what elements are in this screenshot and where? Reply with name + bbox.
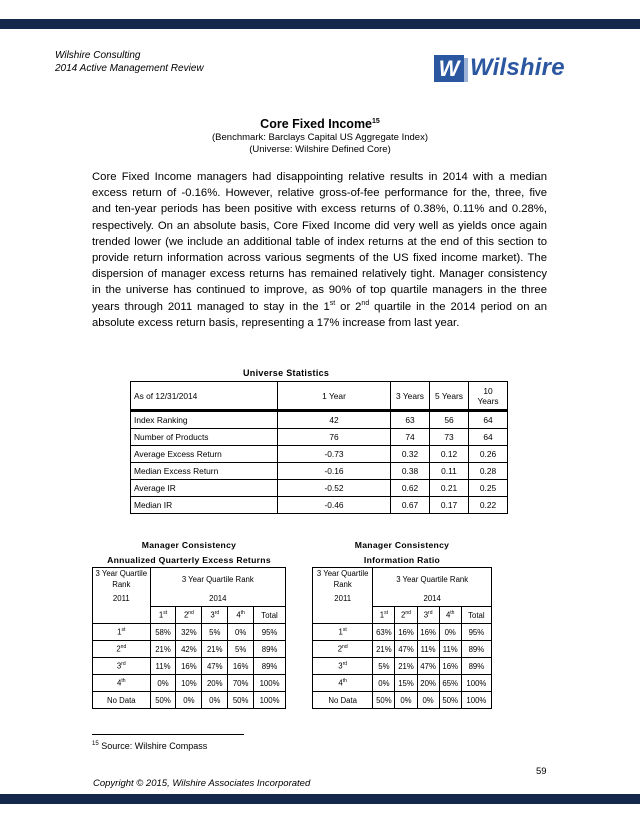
body-paragraph [92,169,547,331]
table-cell: 47% [395,641,417,658]
group-year: 2014 [373,590,492,607]
table-cell: 65% [439,675,461,692]
header-cell: 1 Year [278,382,391,411]
corner-label: 3 Year Quartile Rank [93,568,151,591]
table-cell: 47% [417,658,439,675]
table-row [131,480,508,497]
table-cell: 63% [373,624,395,641]
table-cell: 21% [150,641,176,658]
table-cell: 0.62 [391,480,430,497]
table-cell: 0.32 [391,446,430,463]
table-cell: 16% [439,658,461,675]
section-title [0,117,640,131]
table-cell: 0% [202,692,228,709]
table-cell: 100% [254,675,286,692]
table-cell: 10% [176,675,202,692]
table-cell: 0.28 [469,463,508,480]
table-cell: 20% [417,675,439,692]
table-cell: 0.26 [469,446,508,463]
row-label: 1st [93,624,151,641]
ir-title-line-1: Manager Consistency [354,540,450,550]
table-cell: 0.12 [430,446,469,463]
table-cell: 21% [373,641,395,658]
table-cell: 0% [417,692,439,709]
row-label: 4th [313,675,373,692]
ir-consistency-title [312,538,492,568]
column-header: 1st [150,607,176,624]
title-footnote-ref: 15 [372,117,380,125]
body-part-2: or 2 [335,300,362,313]
header-cell: 10 Years [469,382,508,411]
table-cell: 0.25 [469,480,508,497]
column-header: 4th [439,607,461,624]
table-cell: 95% [254,624,286,641]
body-part-3: quartile in the 2014 period on an absolute excess return basis, representing a 17% increase from last year. [92,300,547,329]
page-number: 59 [536,766,547,777]
table-cell: 76 [278,429,391,446]
table-cell: 70% [228,675,254,692]
row-label: Index Ranking [131,411,278,429]
table-cell: 11% [439,641,461,658]
table-cell: 0.21 [430,480,469,497]
table-cell: 16% [176,658,202,675]
footnote-ref: 15 [92,741,99,747]
row-label: No Data [93,692,151,709]
top-bar [0,19,640,29]
table-cell: 50% [150,692,176,709]
group-year: 2014 [150,590,285,607]
table-cell: 89% [461,658,491,675]
table-cell: 0.22 [469,497,508,514]
column-header: 3rd [417,607,439,624]
row-label: 3rd [93,658,151,675]
table-cell: 5% [228,641,254,658]
table-cell: 11% [150,658,176,675]
header-cell: As of 12/31/2014 [131,382,278,411]
table-cell: -0.46 [278,497,391,514]
column-header: 1st [373,607,395,624]
logo-mark: W [434,55,464,82]
table-row [131,429,508,446]
table-cell: 89% [254,658,286,675]
table-row [313,675,492,692]
body-part-1: Core Fixed Income managers had disappointing relative results in 2014 with a median excess return of -0.16%. However, relative gross-of-fee performance for the, three, five and ten-year periods has been positive with excess returns of 0.38%, 0.11% and 0.28%, respectively. On an absolute basis, Core Fixed Income did very well as yields once again trended lower (we include an additional table of index returns at the end of this section to provide return information across various segments of the US fixed income market). The dispersion of manager excess returns has remained relatively tight. Manager consistency in the universe has continued to improve, as 90% of top quartile managers in the three years through 2011 managed to stay in the 1 [92,171,547,313]
returns-consistency-title [92,538,286,568]
table-row [93,658,286,675]
column-header: 2nd [176,607,202,624]
column-header: 3rd [202,607,228,624]
table-cell: 32% [176,624,202,641]
table-cell: 5% [373,658,395,675]
table-cell: -0.16 [278,463,391,480]
table-cell: 50% [439,692,461,709]
row-label: Average IR [131,480,278,497]
header-left [55,49,204,75]
table-cell: 74 [391,429,430,446]
table-cell: 16% [417,624,439,641]
corner-year: 2011 [93,590,151,607]
table-row [313,624,492,641]
table-cell: 21% [202,641,228,658]
table-cell: 42% [176,641,202,658]
table-cell: 64 [469,429,508,446]
table-row [93,641,286,658]
column-header-row [93,607,286,624]
year-row [313,590,492,607]
universe-stats-title: Universe Statistics [243,368,330,378]
table-cell: 16% [228,658,254,675]
table-row [131,463,508,480]
row-label: 1st [313,624,373,641]
column-header-total: Total [254,607,286,624]
returns-consistency-table [92,567,286,709]
wilshire-logo [434,54,565,83]
table-row [313,641,492,658]
row-label: No Data [313,692,373,709]
table-cell: 16% [395,624,417,641]
column-header-total: Total [461,607,491,624]
universe-subtitle: (Universe: Wilshire Defined Core) [249,144,391,155]
table-cell: -0.52 [278,480,391,497]
blank-cell [93,607,151,624]
footnote-text: Source: Wilshire Compass [98,741,208,751]
table-cell: 100% [461,675,491,692]
table-cell: 0.38 [391,463,430,480]
table-row [313,692,492,709]
row-label: Number of Products [131,429,278,446]
body-sup-1: st [329,299,336,307]
row-label: 3rd [313,658,373,675]
table-cell: 0% [373,675,395,692]
group-label: 3 Year Quartile Rank [150,568,285,591]
table-cell: -0.73 [278,446,391,463]
corner-year: 2011 [313,590,373,607]
table-row [131,497,508,514]
universe-stats-table [130,381,508,514]
row-label: 2nd [313,641,373,658]
blank-cell [313,607,373,624]
table-row [93,692,286,709]
table-row [313,658,492,675]
section-title-text: Core Fixed Income [260,117,373,131]
table-cell: 64 [469,411,508,429]
group-label: 3 Year Quartile Rank [373,568,492,591]
table-row [131,446,508,463]
table-cell: 50% [228,692,254,709]
returns-title-line-2: Annualized Quarterly Excess Returns [107,555,271,565]
table-cell: 50% [373,692,395,709]
table-cell: 58% [150,624,176,641]
bottom-bar [0,794,640,804]
column-header-row [313,607,492,624]
row-label: Average Excess Return [131,446,278,463]
ir-consistency-table [312,567,492,709]
row-label: 4th [93,675,151,692]
table-cell: 21% [395,658,417,675]
table-row [131,411,508,429]
table-cell: 20% [202,675,228,692]
company-name: Wilshire Consulting [55,50,141,61]
table-cell: 89% [461,641,491,658]
table-cell: 56 [430,411,469,429]
row-label: 2nd [93,641,151,658]
body-sup-2: nd [361,299,370,307]
table-cell: 15% [395,675,417,692]
report-name: 2014 Active Management Review [55,63,204,74]
table-cell: 73 [430,429,469,446]
header-cell: 3 Years [391,382,430,411]
footnote-divider [92,734,244,735]
table-cell: 47% [202,658,228,675]
copyright-notice: Copyright © 2015, Wilshire Associates Incorporated [93,778,311,789]
ir-title-line-2: Information Ratio [363,555,441,565]
table-row [93,624,286,641]
table-cell: 100% [461,692,491,709]
table-cell: 0% [395,692,417,709]
table-row [93,675,286,692]
table-cell: 0% [228,624,254,641]
table-cell: 100% [254,692,286,709]
table-cell: 89% [254,641,286,658]
corner-label: 3 Year Quartile Rank [313,568,373,591]
table-cell: 5% [202,624,228,641]
table-cell: 0% [176,692,202,709]
returns-title-line-1: Manager Consistency [141,540,237,550]
row-label: Median IR [131,497,278,514]
table-cell: 0.67 [391,497,430,514]
benchmark-subtitle: (Benchmark: Barclays Capital US Aggregate Index) [212,132,428,143]
row-label: Median Excess Return [131,463,278,480]
header-cell: 5 Years [430,382,469,411]
table-cell: 11% [417,641,439,658]
table-cell: 95% [461,624,491,641]
year-row [93,590,286,607]
table-cell: 0% [150,675,176,692]
table-cell: 0.11 [430,463,469,480]
footnote [92,741,207,751]
table-header-row [131,382,508,411]
logo-wordmark: Wilshire [470,54,565,81]
table-cell: 0% [439,624,461,641]
column-header: 2nd [395,607,417,624]
table-cell: 0.17 [430,497,469,514]
table-cell: 42 [278,411,391,429]
table-cell: 63 [391,411,430,429]
column-header: 4th [228,607,254,624]
